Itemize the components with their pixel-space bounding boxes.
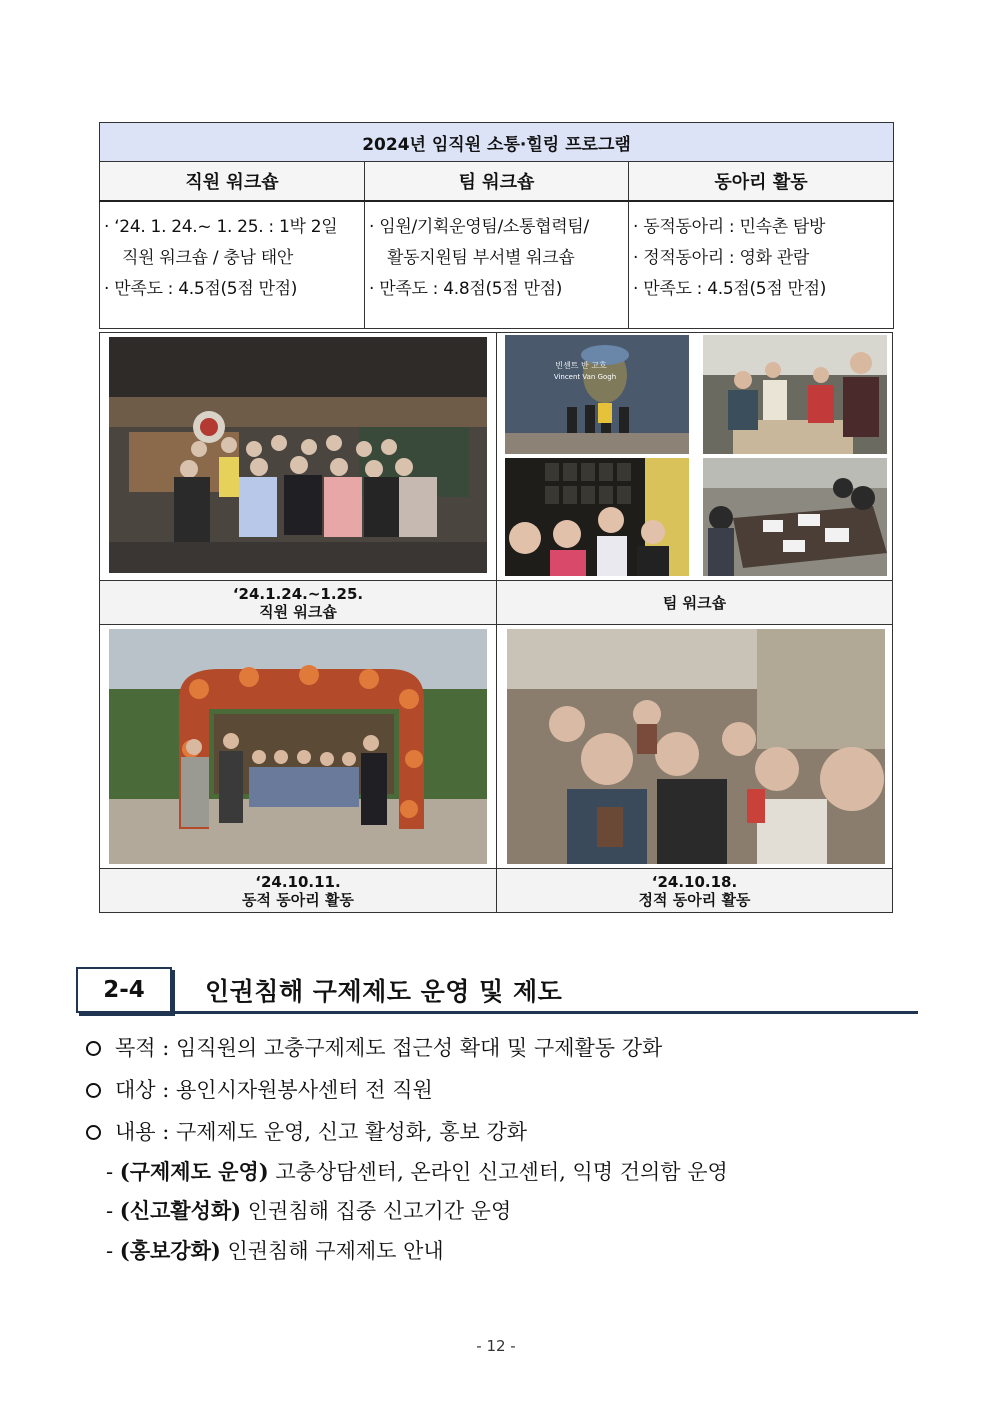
sub-item-promotion: - (홍보강화) 인권침해 구제제도 안내 <box>106 1238 444 1263</box>
team-workshop-table-photo <box>703 458 887 576</box>
van-gogh-exhibit-photo <box>505 335 689 454</box>
caption-label: 정적 동아리 활동 <box>638 890 751 909</box>
section-number: 2-4 <box>76 967 172 1013</box>
list-item-text: 대상 : 용인시자원봉사센터 전 직원 <box>115 1078 433 1102</box>
detail-line: · 정적동아리 : 영화 관람 <box>633 248 810 268</box>
movie-outing-photo <box>505 458 689 576</box>
team-meeting-photo <box>703 335 887 454</box>
sub-item-report-activation: - (신고활성화) 인권침해 집중 신고기간 운영 <box>106 1198 512 1223</box>
list-item-text: 목적 : 임직원의 고충구제제도 접근성 확대 및 구제활동 강화 <box>115 1036 663 1060</box>
folk-village-club-photo <box>109 629 487 864</box>
club-activity-details <box>629 201 894 329</box>
detail-line: · 동적동아리 : 민속촌 탐방 <box>633 217 826 237</box>
program-table <box>99 122 894 329</box>
column-header-staff-workshop: 직원 워크숍 <box>100 162 365 202</box>
circle-bullet-icon <box>86 1083 101 1098</box>
detail-line: · 만족도 : 4.8점(5점 만점) <box>369 279 563 299</box>
sub-item-text: 고충상담센터, 온라인 신고센터, 익명 건의함 운영 <box>268 1160 728 1184</box>
detail-line: 직원 워크숍 / 충남 태안 <box>122 248 293 268</box>
staff-workshop-photo <box>109 337 487 573</box>
team-workshop-details <box>365 201 629 329</box>
cafe-club-photo <box>507 629 885 864</box>
list-item-content <box>86 1116 527 1146</box>
detail-line: · ‘24. 1. 24.~ 1. 25. : 1박 2일 <box>104 217 338 237</box>
sub-item-text: 인권침해 집중 신고기간 운영 <box>241 1199 512 1223</box>
caption-label: 직원 워크숍 <box>259 602 337 621</box>
staff-workshop-details <box>100 201 365 329</box>
page-number: - 12 - <box>476 1337 516 1355</box>
column-header-team-workshop: 팀 워크숍 <box>365 162 629 202</box>
section-title: 인권침해 구제제도 운영 및 제도 <box>205 977 563 1006</box>
van-gogh-sign-korean: 빈센트 반 고흐 <box>555 361 607 370</box>
caption-label: 동적 동아리 활동 <box>242 890 354 909</box>
photo-grid <box>99 332 893 913</box>
list-item-target <box>86 1074 433 1104</box>
caption-date: ‘24.1.24.~1.25. <box>232 584 364 603</box>
list-item-purpose <box>86 1032 662 1062</box>
table-title: 2024년 임직원 소통·힐링 프로그램 <box>100 123 894 162</box>
caption-date: ‘24.10.11. <box>255 872 341 891</box>
detail-line: · 임원/기획운영팀/소통협력팀/ <box>369 217 589 237</box>
circle-bullet-icon <box>86 1125 101 1140</box>
caption-date: ‘24.10.18. <box>651 872 738 891</box>
sub-item-relief-system: - (구제제도 운영) 고충상담센터, 온라인 신고센터, 익명 건의함 운영 <box>106 1159 728 1184</box>
caption-label: 팀 워크숍 <box>662 593 727 612</box>
circle-bullet-icon <box>86 1041 101 1056</box>
column-header-club-activity: 동아리 활동 <box>629 162 894 202</box>
list-item-text: 내용 : 구제제도 운영, 신고 활성화, 홍보 강화 <box>115 1120 528 1144</box>
caption-dynamic-club <box>99 868 497 913</box>
sub-item-label: (신고활성화) <box>119 1198 242 1223</box>
sub-item-text: 인권침해 구제제도 안내 <box>220 1239 444 1263</box>
detail-line: 활동지원팀 부서별 워크숍 <box>387 248 575 268</box>
sub-item-label: (구제제도 운영) <box>119 1159 269 1184</box>
detail-line: · 만족도 : 4.5점(5점 만점) <box>633 279 827 299</box>
caption-team-workshop <box>496 580 893 625</box>
section-underline <box>172 1011 918 1014</box>
caption-staff-workshop <box>99 580 497 625</box>
sub-item-label: (홍보강화) <box>119 1238 221 1263</box>
detail-line: · 만족도 : 4.5점(5점 만점) <box>104 279 298 299</box>
van-gogh-sign-english: Vincent Van Gogh <box>553 373 617 381</box>
caption-static-club <box>496 868 893 913</box>
